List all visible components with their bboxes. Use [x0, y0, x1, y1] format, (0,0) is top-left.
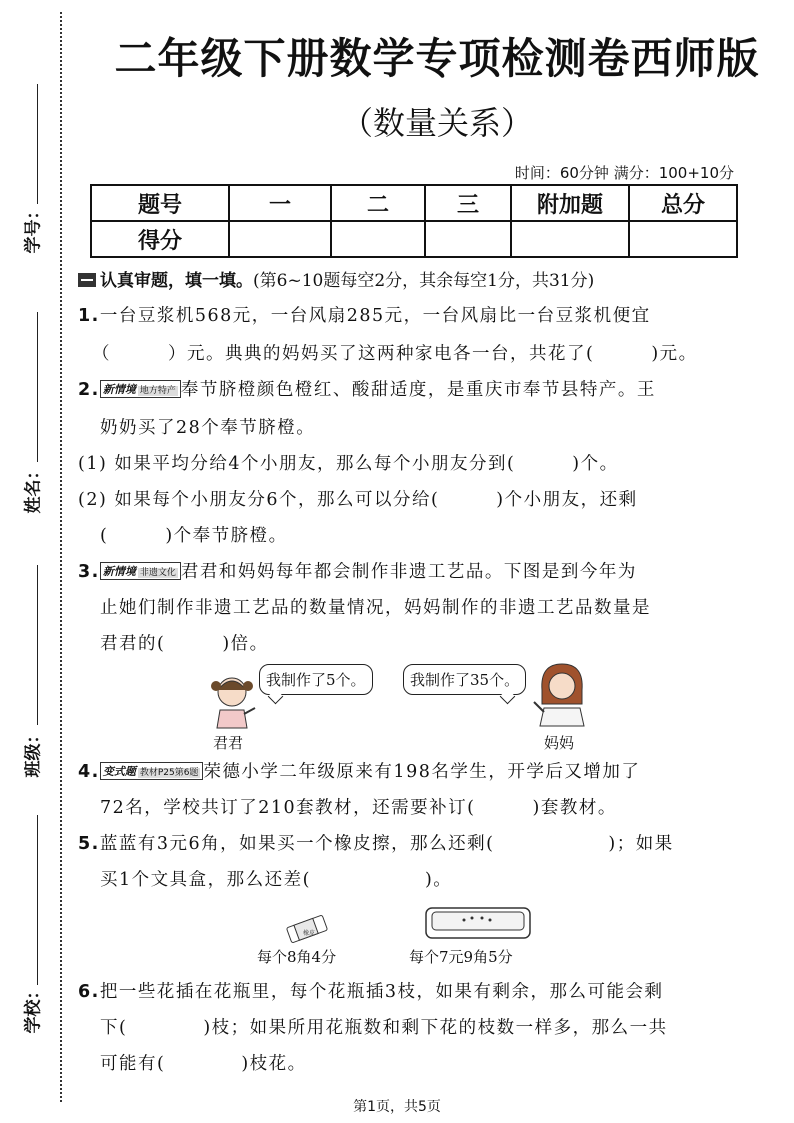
- score-cell[interactable]: [229, 221, 331, 257]
- q2-tag-text: 新情境: [102, 383, 136, 396]
- section-number-icon: [78, 273, 96, 287]
- class-label: 班级：: [23, 726, 44, 778]
- eraser-price: 每个8角4分: [257, 948, 337, 966]
- q6-line2: 下( )枝；如果所用花瓶数和剩下花的枝数一样多，那么一共: [100, 1018, 668, 1038]
- section-heading: [78, 266, 594, 291]
- q1-line1: [78, 302, 651, 327]
- q2-number: 2.: [78, 380, 100, 400]
- q4-tag-sub: 教材P25第6题: [139, 768, 199, 778]
- q2-sub2-line2: ( )个奉节脐橙。: [100, 526, 288, 546]
- q3-tag-text: 新情境: [102, 565, 136, 578]
- score-cell[interactable]: [511, 221, 629, 257]
- student-id-line: [37, 84, 38, 204]
- time-info: 时间：60分钟 满分：100+10分: [514, 164, 734, 182]
- mom-speech-bubble: 我制作了35个。: [403, 664, 526, 695]
- score-header-cell: 附加题: [511, 185, 629, 221]
- pencil-box-price: 每个7元9角5分: [409, 948, 513, 966]
- junjun-speech-bubble: 我制作了5个。: [259, 664, 373, 695]
- q4-line1: [78, 758, 640, 783]
- q6-line3: 可能有( )枝花。: [100, 1054, 307, 1074]
- q4-tag: [100, 762, 204, 780]
- q5-number: 5.: [78, 834, 100, 854]
- mom-illustration: [532, 660, 588, 728]
- q1-number: 1.: [78, 306, 100, 326]
- q6-line1: [78, 978, 663, 1003]
- q2-sub1: (1) 如果平均分给4个小朋友，那么每个小朋友分到( )个。: [78, 454, 619, 474]
- pencil-box-illustration: [424, 902, 532, 942]
- q2-line1: [78, 376, 656, 401]
- q4-line2: 72名，学校共订了210套教材，还需要补订( )套教材。: [100, 798, 617, 818]
- q1-text1: 一台豆浆机568元，一台风扇285元，一台风扇比一台豆浆机便宜: [99, 306, 651, 326]
- school-label: 学校：: [23, 982, 44, 1034]
- q2-text1: 奉节脐橙颜色橙红、酸甜适度，是重庆市奉节县特产。王: [180, 380, 656, 400]
- score-row-label: 得分: [91, 221, 229, 257]
- score-header-cell: 二: [331, 185, 425, 221]
- q2-line2: 奶奶买了28个奉节脐橙。: [100, 418, 316, 438]
- q2-tag: [100, 380, 181, 398]
- q3-tag-sub: 非遗文化: [139, 568, 176, 578]
- section-note: (第6~10题每空2分，其余每空1分，共31分): [253, 271, 595, 291]
- score-table: [90, 184, 738, 258]
- q3-text1: 君君和妈妈每年都会制作非遗工艺品。下图是到今年为: [180, 562, 637, 582]
- q2-sub2-line1: (2) 如果每个小朋友分6个，那么可以分给( )个小朋友，还剩: [78, 490, 638, 510]
- page-footer: 第1页，共5页: [353, 1099, 441, 1115]
- q6-number: 6.: [78, 982, 100, 1002]
- name-line: [37, 312, 38, 462]
- score-cell[interactable]: [629, 221, 737, 257]
- score-header-cell: 三: [425, 185, 511, 221]
- q3-line3: 君君的( )倍。: [100, 634, 269, 654]
- score-header-cell: 总分: [629, 185, 737, 221]
- junjun-name: 君君: [213, 734, 244, 752]
- score-header-cell: 一: [229, 185, 331, 221]
- class-line: [37, 565, 38, 725]
- q5-text1: 蓝蓝有3元6角，如果买一个橡皮擦，那么还剩( )；如果: [99, 834, 674, 854]
- q6-text1: 把一些花插在花瓶里，每个花瓶插3枝，如果有剩余，那么可能会剩: [99, 982, 664, 1002]
- q4-text1: 荣德小学二年级原来有198名学生，开学后又增加了: [203, 762, 641, 782]
- name-label: 姓名：: [23, 462, 44, 514]
- q3-number: 3.: [78, 562, 100, 582]
- q2-tag-sub: 地方特产: [139, 386, 176, 396]
- q5-line2: 买1个文具盒，那么还差( )。: [100, 870, 453, 890]
- mom-name: 妈妈: [544, 734, 575, 752]
- q3-tag: [100, 562, 181, 580]
- score-cell[interactable]: [331, 221, 425, 257]
- school-line: [37, 815, 38, 985]
- page-title: 二年级下册数学专项检测卷西师版: [114, 34, 760, 83]
- q1-line2: （ ）元。典典的妈妈买了这两种家电各一台，共花了( )元。: [92, 344, 698, 364]
- page-subtitle: （数量关系）: [340, 104, 533, 142]
- student-id-label: 学号：: [23, 202, 44, 254]
- score-table-header-row: [91, 185, 737, 221]
- q3-line1: [78, 558, 637, 583]
- eraser-illustration: [282, 914, 332, 944]
- girl-junjun-illustration: [205, 672, 259, 730]
- q5-line1: [78, 830, 674, 855]
- binding-dotted-line: [60, 12, 62, 1102]
- score-table-score-row: [91, 221, 737, 257]
- q4-tag-text: 变式题: [102, 765, 136, 778]
- score-cell[interactable]: [425, 221, 511, 257]
- q3-line2: 止她们制作非遗工艺品的数量情况，妈妈制作的非遗工艺品数量是: [100, 598, 651, 618]
- section-title: 认真审题，填一填。: [100, 271, 253, 291]
- q4-number: 4.: [78, 762, 100, 782]
- eraser-label: 橡皮: [303, 930, 316, 937]
- score-header-cell: 题号: [91, 185, 229, 221]
